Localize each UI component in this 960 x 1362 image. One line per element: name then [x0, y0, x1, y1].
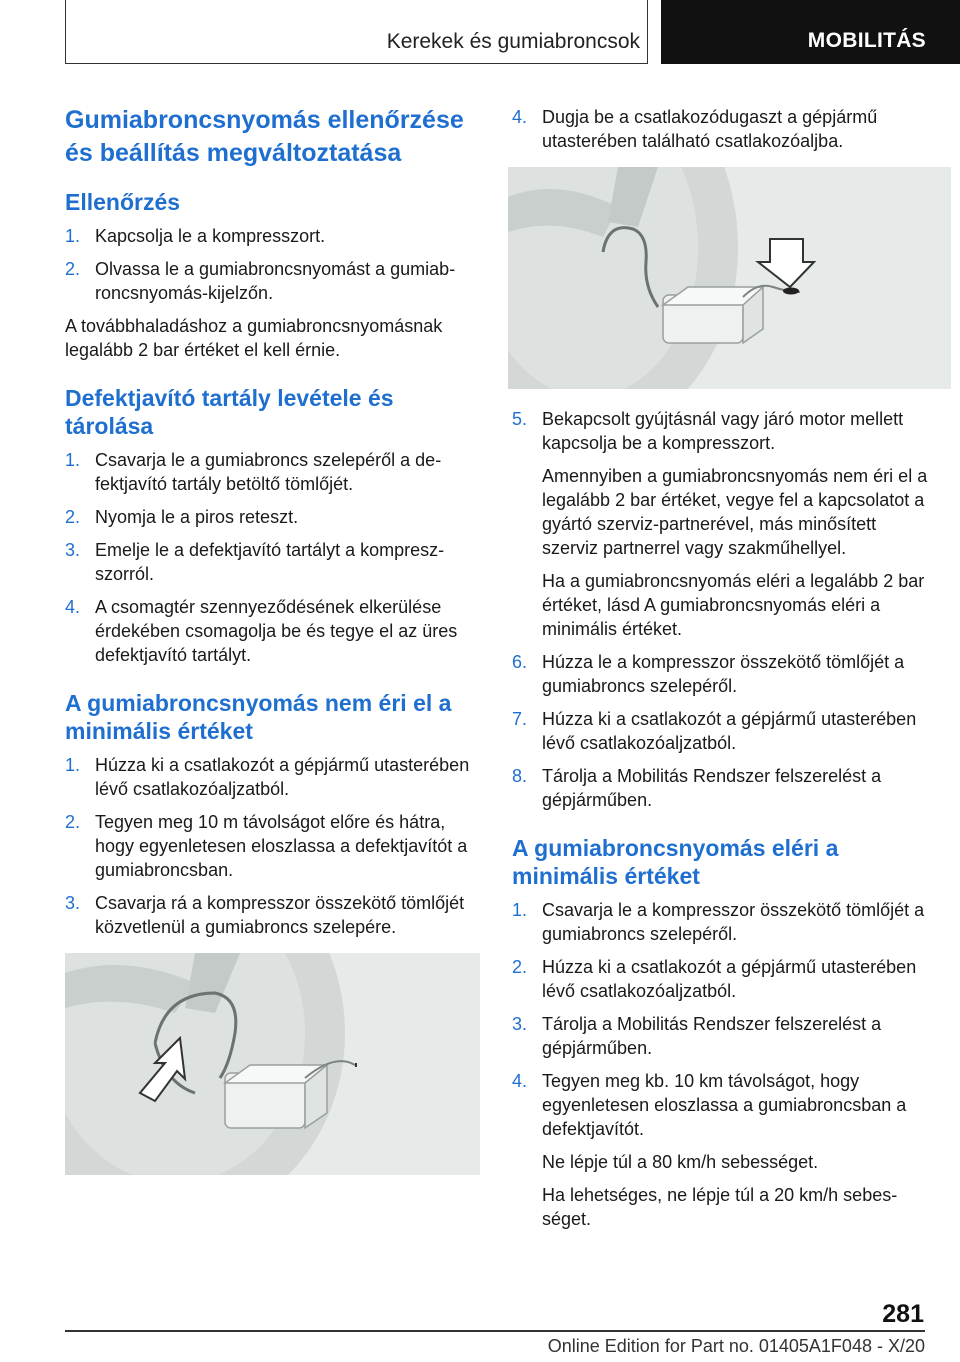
main-title: Gumiabroncsnyomás ellenőrzése és beállítás megváltoztatása [65, 106, 464, 167]
right-column [512, 105, 932, 1240]
header-tab-label: MOBILITÁS [807, 29, 926, 52]
step-number: 1. [65, 755, 81, 775]
list-item [512, 955, 932, 1003]
list-item [512, 707, 932, 755]
list-item [65, 505, 480, 529]
list-item [512, 764, 932, 812]
step-text: Húzza ki a csatlakozót a gépjármű utasterében lévő csatlakozóaljzatból. [542, 709, 917, 753]
page-number: 281 [882, 1300, 924, 1328]
list-item [65, 257, 480, 305]
list-item [512, 105, 932, 153]
step-text: A csomagtér szennyeződésének elkerülése érdekében csomagolja be és tegye el az üres defektjavító tartályt. [95, 597, 458, 665]
step-number: 2. [65, 259, 81, 279]
left-column [65, 100, 480, 1175]
step-text: Emelje le a defektjavító tartályt a kompreszszorról. [95, 540, 445, 584]
step-text: Húzza ki a csatlakozót a gépjármű utasterében lévő csatlakozóaljzatból. [542, 957, 917, 1001]
list-item [65, 224, 480, 248]
plug-socket-illustration [508, 167, 951, 389]
list-item [65, 891, 480, 939]
step-number: 3. [512, 1014, 528, 1034]
steps-continued-a [512, 105, 932, 153]
step-number: 4. [512, 107, 528, 127]
step-number: 2. [65, 507, 81, 527]
section-title-check: Ellenőrzés [65, 189, 181, 215]
step-number: 1. [65, 450, 81, 470]
step-text: Tegyen meg kb. 10 km távolságot, hogy egyenletesen eloszlassa a gumiabroncsban a defektjavítót. [542, 1071, 907, 1139]
step-number: 6. [512, 652, 528, 672]
step-number: 5. [512, 409, 528, 429]
section-title-pressure-low: A gumiabroncsnyomás nem éri el a minimális értéket [65, 690, 452, 744]
section-title-remove-container: Defektjavító tartály levétele és tárolása [65, 385, 394, 439]
step-number: 2. [512, 957, 528, 977]
footer-divider [65, 1330, 925, 1332]
section-title-pressure-ok: A gumiabroncsnyomás eléri a minimális értéket [512, 835, 839, 889]
step-text: Húzza le a kompresszor összekötő tömlőjét a gumiabroncs szelepéről. [542, 652, 905, 696]
step-number: 3. [65, 893, 81, 913]
list-item [65, 448, 480, 496]
steps-check [65, 224, 480, 305]
step-text: Húzza ki a csatlakozót a gépjármű utasterében lévő csatlakozóaljzatból. [95, 755, 470, 799]
step-number: 2. [65, 812, 81, 832]
list-item [512, 1012, 932, 1060]
section-pressure-ok [512, 834, 932, 1231]
list-item [65, 810, 480, 882]
step-text: Dugja be a csatlakozódugaszt a gépjármű utasterében található csatlakozóaljba. [542, 107, 878, 151]
header-tab-mobility [661, 0, 960, 64]
step-number: 7. [512, 709, 528, 729]
list-item [512, 1069, 932, 1231]
list-item [65, 753, 480, 801]
step-text: Tárolja a Mobilitás Rendszer felszerelést a gépjárműben. [542, 766, 882, 810]
figure-compressor-valve [65, 953, 480, 1175]
step-sub-text: Amennyiben a gumiabroncsnyomás nem éri el a legalább 2 bar értéket, vegye fel a kapcsolatot a gyártó szerviz-partnerével, más minősített szerviz partnerrel vagy szakműhellyel. [542, 466, 928, 558]
compressor-valve-illustration [65, 953, 480, 1175]
list-item [65, 595, 480, 667]
list-item [512, 407, 932, 641]
section-pressure-low [65, 689, 480, 939]
steps-pressure-ok [512, 898, 932, 1231]
figure-plug-socket [508, 167, 951, 389]
list-item [65, 538, 480, 586]
step-text: Csavarja rá a kompresszor összekötő tömlőjét közvetlenül a gumiabroncs szelepére. [95, 893, 465, 937]
step-text: Csavarja le a gumiabroncs szelepéről a defektjavító tartály betöltő tömlőjét. [95, 450, 442, 494]
step-text: Olvassa le a gumiabroncsnyomást a gumiabroncsnyomás-kijelzőn. [95, 259, 456, 303]
step-sub-text: Ne lépje túl a 80 km/h sebességet. [542, 1152, 819, 1172]
step-sub-text: Ha lehetséges, ne lépje túl a 20 km/h sebességet. [542, 1185, 898, 1229]
step-text: Bekapcsolt gyújtásnál vagy járó motor mellett kapcsolja be a kompresszort. [542, 409, 904, 453]
step-number: 8. [512, 766, 528, 786]
section-remove-container [65, 384, 480, 667]
step-number: 4. [65, 597, 81, 617]
step-number: 3. [65, 540, 81, 560]
header-title: Kerekek és gumiabroncsok [386, 30, 640, 53]
steps-pressure-low [65, 753, 480, 939]
step-number: 1. [65, 226, 81, 246]
footer-edition: Online Edition for Part no. 01405A1F048 - X/20 [547, 1336, 925, 1356]
step-number: 1. [512, 900, 528, 920]
step-number: 4. [512, 1071, 528, 1091]
check-note: A továbbhaladáshoz a gumiabroncsnyomásnak legalább 2 bar értéket el kell érnie. [65, 316, 443, 360]
steps-continued-b [512, 407, 932, 812]
list-item [512, 650, 932, 698]
step-text: Tárolja a Mobilitás Rendszer felszerelést a gépjárműben. [542, 1014, 882, 1058]
section-check [65, 188, 480, 362]
step-text: Csavarja le a kompresszor összekötő tömlőjét a gumiabroncs szelepéről. [542, 900, 925, 944]
step-text: Tegyen meg 10 m távolságot előre és hátra, hogy egyenletesen eloszlassa a defektjavítót a gumiabroncsban. [95, 812, 468, 880]
step-text: Nyomja le a piros reteszt. [95, 507, 299, 527]
step-sub-text: Ha a gumiabroncsnyomás eléri a legalább 2 bar értéket, lásd A gumiabroncsnyomás eléri a minimális értéket. [542, 571, 925, 639]
step-text: Kapcsolja le a kompresszort. [95, 226, 326, 246]
steps-remove-container [65, 448, 480, 667]
list-item [512, 898, 932, 946]
